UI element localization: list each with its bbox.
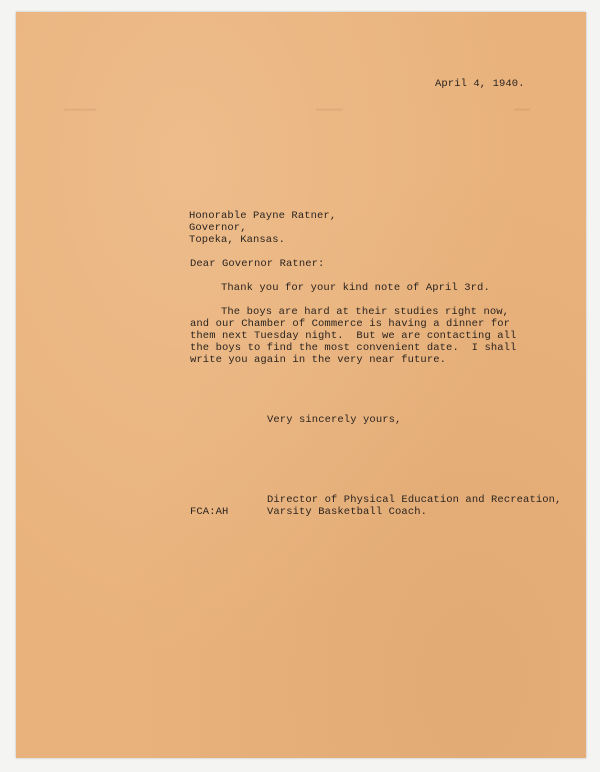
reference-initials: FCA:AH	[190, 506, 229, 518]
signature-title-line: Director of Physical Education and Recreation,	[267, 494, 562, 506]
body-paragraph-2-line: and our Chamber of Commerce is having a dinner for	[190, 318, 511, 330]
bleed-through-mark: ▬▬▬▬▬	[316, 104, 344, 114]
letter-date: April 4, 1940.	[435, 78, 525, 90]
body-paragraph-2-line: the boys to find the most convenient date. I shall	[190, 342, 517, 354]
body-paragraph-2-line: The boys are hard at their studies right now,	[221, 306, 510, 318]
body-paragraph-1: Thank you for your kind note of April 3rd.	[221, 282, 490, 294]
body-paragraph-2-line: them next Tuesday night. But we are contacting all	[190, 330, 517, 342]
recipient-title: Governor,	[189, 222, 247, 234]
signature-title-line: Varsity Basketball Coach.	[267, 506, 428, 518]
recipient-name: Honorable Payne Ratner,	[189, 210, 337, 222]
bleed-through-mark: ▬▬▬▬▬▬	[64, 104, 97, 114]
body-paragraph-2-line: write you again in the very near future.	[190, 354, 447, 366]
recipient-city: Topeka, Kansas.	[189, 234, 286, 246]
closing: Very sincerely yours,	[267, 414, 402, 426]
bleed-through-mark: ▬▬▬	[514, 104, 531, 114]
letter-page	[16, 12, 586, 758]
salutation: Dear Governor Ratner:	[190, 258, 325, 270]
